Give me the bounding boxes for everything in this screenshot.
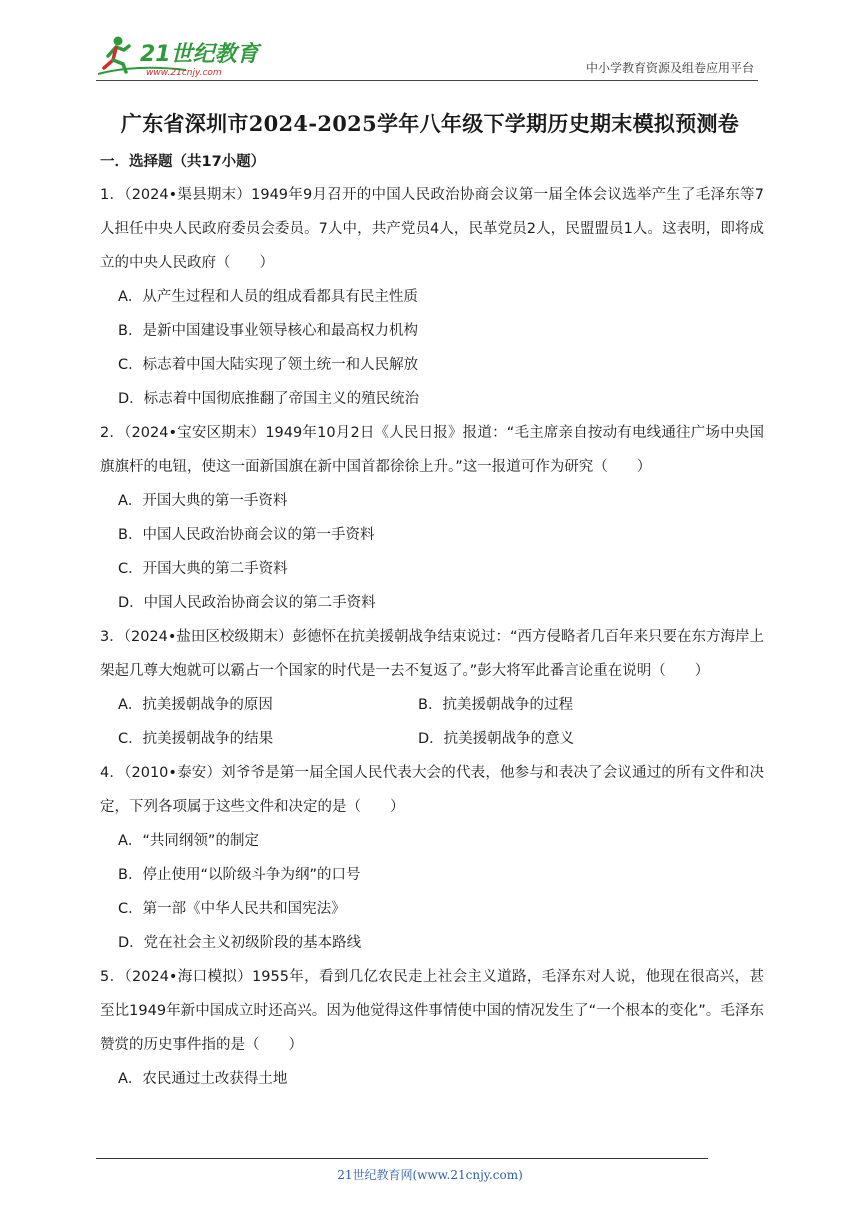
option-b[interactable]: B．中国人民政治协商会议的第一手资料	[118, 527, 375, 543]
option-a[interactable]: A．农民通过土改获得土地	[118, 1071, 288, 1087]
footer-link[interactable]: 21世纪教育网(www.21cnjy.com)	[337, 1168, 523, 1182]
option-row	[100, 722, 764, 756]
option-d[interactable]: D．党在社会主义初级阶段的基本路线	[118, 935, 362, 951]
page-title: 广东省深圳市2024-2025学年八年级下学期历史期末模拟预测卷	[120, 111, 740, 136]
question-list	[100, 178, 764, 1096]
option-d[interactable]: D．标志着中国彻底推翻了帝国主义的殖民统治	[118, 391, 420, 407]
svg-text:21世纪教育: 21世纪教育	[140, 42, 259, 67]
footer-divider	[96, 1158, 708, 1159]
option-row	[100, 688, 764, 722]
option-a[interactable]: A．开国大典的第一手资料	[118, 493, 288, 509]
option-d[interactable]: D．中国人民政治协商会议的第二手资料	[118, 595, 376, 611]
logo-21cnjy	[96, 34, 266, 78]
option-b[interactable]: B．停止使用“以阶级斗争为纲”的口号	[118, 867, 361, 883]
question-text: 1．（2024•渠县期末）1949年9月召开的中国人民政治协商会议第一届全体会议选举产生了毛泽东等7人担任中央人民政府委员会委员。7人中，共产党员4人，民革党员2人，民盟盟员1人。这表明，即将成立的中央人民政府（ ）	[100, 187, 764, 271]
platform-name: 中小学教育资源及组卷应用平台	[585, 61, 754, 75]
option-d[interactable]: D．抗美援朝战争的意义	[418, 731, 575, 747]
option-b[interactable]: B．是新中国建设事业领导核心和最高权力机构	[118, 323, 418, 339]
option-c[interactable]: C．第一部《中华人民共和国宪法》	[118, 901, 346, 917]
section-heading: 一．选择题（共17小题）	[100, 154, 266, 170]
option-a[interactable]: A．抗美援朝战争的原因	[118, 697, 273, 713]
header-divider	[96, 80, 758, 81]
page-header	[96, 30, 758, 82]
question-text: 3．（2024•盐田区校级期末）彭德怀在抗美援朝战争结束说过：“西方侵略者几百年来只要在东方海岸上架起几尊大炮就可以霸占一个国家的时代是一去不复返了。”彭大将军此番言论重在说明（ ）	[100, 629, 764, 679]
question-4	[100, 756, 764, 960]
question-text: 5．（2024•海口模拟）1955年，看到几亿农民走上社会主义道路，毛泽东对人说，他现在很高兴，甚至比1949年新中国成立时还高兴。因为他觉得这件事情使中国的情况发生了“一个根本的变化”。毛泽东赞赏的历史事件指的是（ ）	[100, 969, 764, 1053]
option-b[interactable]: B．抗美援朝战争的过程	[418, 697, 573, 713]
option-c[interactable]: C．开国大典的第二手资料	[118, 561, 288, 577]
question-3	[100, 620, 764, 756]
question-text: 4．（2010•泰安）刘爷爷是第一届全国人民代表大会的代表，他参与和表决了会议通过的所有文件和决定，下列各项属于这些文件和决定的是（ ）	[100, 765, 764, 815]
question-5	[100, 960, 764, 1096]
question-text: 2．（2024•宝安区期末）1949年10月2日《人民日报》报道：“毛主席亲自按动有电线通往广场中央国旗旗杆的电钮，使这一面新国旗在新中国首都徐徐上升。”这一报道可作为研究（ ）	[100, 425, 764, 475]
option-c[interactable]: C．标志着中国大陆实现了领土统一和人民解放	[118, 357, 419, 373]
svg-text:www.21cnjy.com: www.21cnjy.com	[146, 68, 222, 78]
option-c[interactable]: C．抗美援朝战争的结果	[118, 731, 274, 747]
question-1	[100, 178, 764, 416]
question-2	[100, 416, 764, 620]
option-a[interactable]: A．从产生过程和人员的组成看都具有民主性质	[118, 289, 418, 305]
option-a[interactable]: A．“共同纲领”的制定	[118, 833, 259, 849]
